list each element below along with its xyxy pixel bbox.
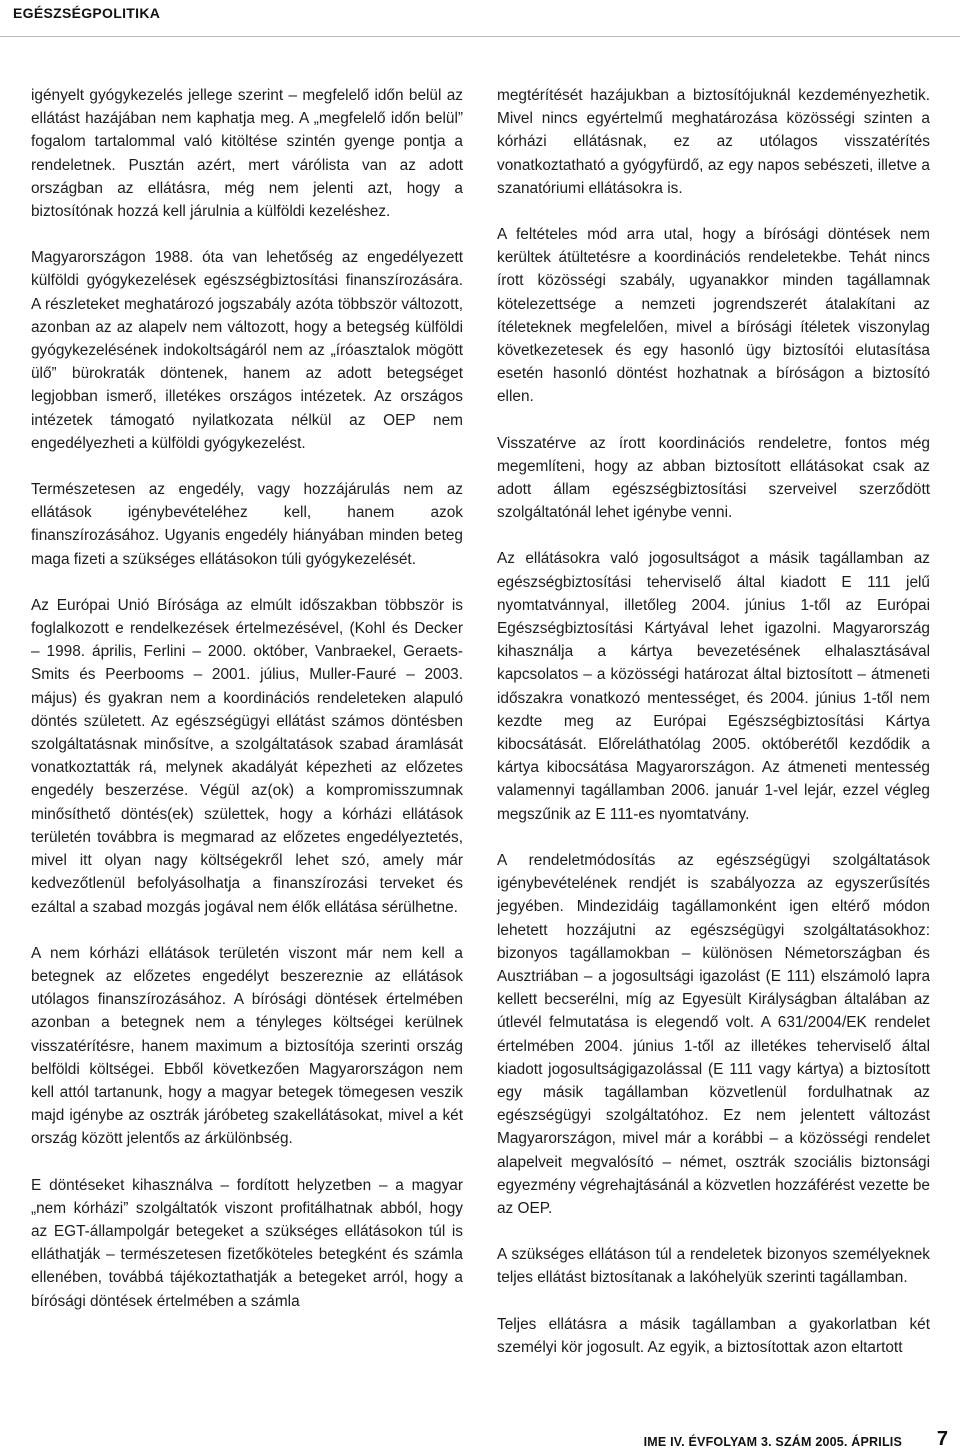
paragraph: Visszatérve az írott koordinációs rendeletre, fontos még megemlíteni, hogy az abban biztosított ellátásokat csak az adott állam egészségbiztosítási szerveivel szerződött szolgáltatónál lehet igénybe venni. [497,434,930,522]
paragraph: igényelt gyógykezelés jellege szerint – megfelelő időn belül az ellátást hazájában nem kaphatja meg. A „megfelelő időn belül” fogalom tartalommal való kitöltése szintén gyenge pontja a rendeletnek. Pusztán azért, mert várólista van az adott országban az ellátásra, még nem jelenti azt, hogy a biztosítónak hozzá kell járulnia a külföldi kezeléshez. [31,87,463,221]
left-column [31,84,463,1336]
paragraph: A feltételes mód arra utal, hogy a bírósági döntések nem kerültek átültetésre a koordinációs rendeletekbe. Tehát nincs írott közösségi szabály, ugyanakkor minden tagállamnak kötelezettsége a nemzeti jogrendszerét átalakítani az ítéleteknek megfelelően, mivel a bírósági ítéletek viszonylag következetesek és egy hasonló ügy biztosítói elutasítása esetén hasonló döntést hozhatnak a bíróságon a biztosító ellen. [497,226,930,406]
paragraph: Az ellátásokra való jogosultságot a másik tagállamban az egészségbiztosítási teherviselő által kiadott E 111 jelű nyomtatvánnyal, illetőleg 2004. június 1-től az Európai Egészségbiztosítási Kártyával lehet igazolni. Magyarország kihasználja a kártya bevezetésének elhalasztásával kapcsolatos – a közösségi határozat által biztosított – átmeneti időszakra vonatkozó mentességet, és 2004. június 1-től nem kezdte meg az Európai Egészségbiztosítási Kártya kibocsátását. Előreláthatólag 2005. októberétől kezdődik a kártya kibocsátása Magyarországon. Az átmeneti mentesség valamennyi tagállamban 2006. január 1-vel lejár, ezzel végleg megszűnik az E 111-es nyomtatvány. [497,550,930,823]
page-footer [0,1428,960,1451]
page-header [0,0,960,38]
paragraph: A szükséges ellátáson túl a rendeletek bizonyos személyeknek teljes ellátást biztosítanak a lakóhelyük szerinti tagállamban. [497,1246,930,1287]
section-title: EGÉSZSÉGPOLITIKA [13,5,161,21]
paragraph: megtérítését hazájukban a biztosítójuknál kezdeményezhetik. Mivel nincs egyértelmű meghatározása közösségi szinten a kórházi ellátásnak, ez az utólagos visszatérítés vonatkoztatható a gyógyfürdő, az egy napos sebészeti, illetve a szanatóriumi ellátásokra is. [497,87,930,197]
paragraph: Az Európai Unió Bírósága az elmúlt időszakban többször is foglalkozott e rendelkezések értelmezésével, (Kohl és Decker – 1998. április, Ferlini – 2000. október, Vanbraekel, Geraets-Smits és Peerbooms – 2001. július, Muller-Fauré – 2003. május) és gyakran nem a koordinációs rendeleteken alapuló döntés született. Az egészségügyi ellátást számos döntésben szolgáltatásnak minősítve, a szolgáltatások szabad áramlását vonatkoztatták rá, melynek akadályát képezheti az előzetes engedély beszerzése. Végül az(ok) a kompromisszumnak minősíthető döntés(ek) születtek, hogy a kórházi ellátások területén továbbra is megmarad az előzetes engedélyeztetés, mivel itt olyan nagy költségekről lehet szó, amely már kedvezőtlenül befolyásolhatja a finanszírozási terveket és ezáltal a szabad mozgás jogával nem élők ellátása sérülhetne. [31,596,463,916]
paragraph: Természetesen az engedély, vagy hozzájárulás nem az ellátások igénybevételéhez kell, hanem azok finanszírozásához. Ugyanis engedély hiányában minden beteg maga fizeti a szükséges ellátásokon túli gyógykezelését. [31,481,463,568]
paragraph: A rendeletmódosítás az egészségügyi szolgáltatások igénybevételének rendjét is szabályozza az egyszerűsítés jegyében. Mindezidáig tagállamonként igen eltérő módon lehetett hozzájutni az egészségügyi szolgáltatásokhoz: bizonyos tagállamokban – különösen Németországban és Ausztriában – a jogosultsági igazolást (E 111) elszámoló lapra kellett becserélni, míg az Egyesült Királyságban általában az útlevél felmutatása is elegendő volt. A 631/2004/EK rendelet értelmében 2004. június 1-től az illetékes teherviselő által kiadott jogosultságigazolással (E 111 vagy kártya) a biztosított egy másik tagállamban közvetlenül fordulhatnak az egészségügyi szolgáltatóhoz. Ez nem jelentett változást Magyarországon, mivel már a korábbi – a közösségi rendelet alapelveit megvalósító – német, osztrák szociális biztonsági egyezmény végrehajtásánál a közvetlen hozzáférést vezette be az OEP. [497,851,930,1217]
paragraph: E döntéseket kihasználva – fordított helyzetben – a magyar „nem kórházi” szolgáltatók viszont profitálhatnak abból, hogy az EGT-állampolgár betegeket a szükséges ellátásokon túl is elláthatják – természetesen fizetőköteles betegként és számla ellenében, továbbá tájékoztathatják a betegeket arról, hogy a bírósági döntések értelmében a számla [31,1176,463,1310]
issue-info: IME IV. ÉVFOLYAM 3. SZÁM 2005. ÁPRILIS [643,1435,902,1449]
paragraph: A nem kórházi ellátások területén viszont már nem kell a betegnek az előzetes engedélyt beszereznie az ellátások utólagos finanszírozásához. A bírósági döntések értelmében azonban a betegnek nem a tényleges költségei kerülnek visszatérítésre, hanem maximum a biztosítója szerinti ország belföldi költségei. Ebből következően Magyarországon nem kell attól tartanunk, hogy a magyar betegek tömegesen veszik majd igénybe az osztrák járóbeteg szakellátásokat, mivel a két ország között jelentős az árkülönbség. [31,944,463,1148]
right-column [497,84,930,1382]
header-rule [0,36,960,37]
paragraph: Teljes ellátásra a másik tagállamban a gyakorlatban két személyi kör jogosult. Az egyik, a biztosítottak azon eltartott [497,1315,930,1356]
page-number: 7 [936,1428,948,1450]
paragraph: Magyarországon 1988. óta van lehetőség az engedélyezett külföldi gyógykezelések egészségbiztosítási finanszírozására. A részleteket meghatározó jogszabály azóta többször változott, azonban az az alapelv nem változott, hogy a betegség külföldi gyógykezelésének indokoltságáról nem az „íróasztalok mögött ülő” bürokraták döntenek, hanem az adott betegséget legjobban ismerő, illetékes országos intézetek. Az országos intézetek támogató nyilatkozata nélkül az OEP nem engedélyezheti a külföldi gyógykezelést. [31,249,463,452]
